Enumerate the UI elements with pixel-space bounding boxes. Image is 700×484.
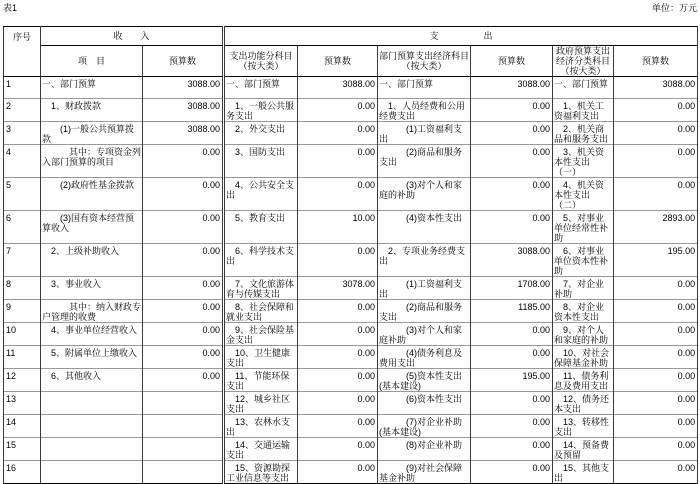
func-item-cell: 1、一般公共服务支出 [224, 99, 298, 122]
gov-budget-cell: 0.00 [614, 323, 698, 346]
func-budget-cell: 0.00 [298, 461, 378, 484]
func-budget-cell: 0.00 [298, 99, 378, 122]
gov-item-cell: 2、机关商品和服务支出 [553, 122, 614, 145]
income-budget-cell: 0.00 [143, 145, 224, 178]
func-item-cell: 10、卫生健康支出 [224, 346, 298, 369]
gov-budget-cell: 0.00 [614, 392, 698, 415]
income-budget-cell: 3088.00 [143, 99, 224, 122]
table-row [4, 99, 698, 122]
income-item-cell: (2)政府性基金拨款 [41, 178, 143, 211]
gov-budget-cell: 0.00 [614, 99, 698, 122]
header-func-budget: 预算数 [298, 46, 378, 77]
gov-item-cell: 10、对社会保障基金补助 [553, 346, 614, 369]
dept-item-cell: (3)对个人和家庭的补助 [378, 178, 471, 211]
gov-item-cell: 13、转移性支出 [553, 415, 614, 438]
income-item-cell: 5、附属单位上缴收入 [41, 346, 143, 369]
func-budget-cell: 0.00 [298, 244, 378, 277]
table-row [4, 145, 698, 178]
header-income-group: 收 入 [41, 27, 224, 46]
func-item-cell: 11、节能环保支出 [224, 369, 298, 392]
serial-cell: 15 [4, 438, 41, 461]
income-item-cell: 2、上级补助收入 [41, 244, 143, 277]
gov-item-cell: 一、部门预算 [553, 77, 614, 99]
income-item-cell [41, 392, 143, 415]
serial-cell: 2 [4, 99, 41, 122]
func-budget-cell: 3088.00 [298, 77, 378, 99]
income-budget-cell: 0.00 [143, 277, 224, 300]
income-budget-cell: 0.00 [143, 244, 224, 277]
dept-budget-cell: 0.00 [471, 461, 553, 484]
income-item-cell: 3、事业收入 [41, 277, 143, 300]
gov-item-cell: 14、预备费及预留 [553, 438, 614, 461]
income-item-cell: 6、其他收入 [41, 369, 143, 392]
budget-table [3, 26, 698, 484]
dept-item-cell: 1、人员经费和公用经费支出 [378, 99, 471, 122]
func-budget-cell: 0.00 [298, 392, 378, 415]
dept-item-cell: 2、专项业务经费支出 [378, 244, 471, 277]
header-income-item: 项 目 [41, 46, 143, 77]
gov-item-cell: 7、对企业补助 [553, 277, 614, 300]
dept-budget-cell: 0.00 [471, 122, 553, 145]
dept-item-cell: (4)债务利息及费用支出 [378, 346, 471, 369]
dept-item-cell: (1)工资福利支出 [378, 122, 471, 145]
income-budget-cell: 0.00 [143, 300, 224, 323]
dept-item-cell: (9)对社会保障基金补助 [378, 461, 471, 484]
func-item-cell: 4、公共安全支出 [224, 178, 298, 211]
table-row [4, 211, 698, 244]
table-row [4, 323, 698, 346]
func-item-cell: 9、社会保险基金支出 [224, 323, 298, 346]
func-budget-cell: 3078.00 [298, 277, 378, 300]
income-item-cell: (1)一般公共预算拨款 [41, 122, 143, 145]
income-budget-cell [143, 438, 224, 461]
dept-budget-cell: 0.00 [471, 346, 553, 369]
gov-budget-cell: 0.00 [614, 438, 698, 461]
gov-item-cell: 9、对个人和家庭的补助 [553, 323, 614, 346]
serial-cell: 11 [4, 346, 41, 369]
table-header [4, 27, 698, 77]
dept-item-cell: 一、部门预算 [378, 77, 471, 99]
serial-cell: 14 [4, 415, 41, 438]
serial-cell: 7 [4, 244, 41, 277]
serial-cell: 1 [4, 77, 41, 99]
func-item-cell: 一、部门预算 [224, 77, 298, 99]
gov-item-cell: 11、债务利息及费用支出 [553, 369, 614, 392]
func-budget-cell: 0.00 [298, 300, 378, 323]
table-number-label: 表1 [3, 3, 18, 13]
income-budget-cell [143, 415, 224, 438]
gov-item-cell: 3、机关资本性支出（一） [553, 145, 614, 178]
serial-cell: 8 [4, 277, 41, 300]
table-row [4, 392, 698, 415]
serial-cell: 4 [4, 145, 41, 178]
func-item-cell: 12、城乡社区支出 [224, 392, 298, 415]
func-item-cell: 7、文化旅游体育与传媒支出 [224, 277, 298, 300]
serial-cell: 10 [4, 323, 41, 346]
dept-budget-cell: 0.00 [471, 323, 553, 346]
income-budget-cell: 3088.00 [143, 77, 224, 99]
dept-item-cell: (7)对企业补助(基本建设) [378, 415, 471, 438]
income-item-cell [41, 461, 143, 484]
header-gov-col: 政府预算支出经济分类科目（按大类） [553, 46, 614, 77]
table-row [4, 300, 698, 323]
table-row [4, 77, 698, 99]
func-budget-cell: 0.00 [298, 122, 378, 145]
table-row [4, 244, 698, 277]
gov-budget-cell: 0.00 [614, 122, 698, 145]
dept-item-cell: (5)资本性支出(基本建设) [378, 369, 471, 392]
table-row [4, 277, 698, 300]
table-row [4, 346, 698, 369]
dept-budget-cell: 0.00 [471, 415, 553, 438]
dept-item-cell: (4)资本性支出 [378, 211, 471, 244]
func-item-cell: 2、外交支出 [224, 122, 298, 145]
table-row [4, 415, 698, 438]
serial-cell: 13 [4, 392, 41, 415]
func-budget-cell: 10.00 [298, 211, 378, 244]
func-budget-cell: 0.00 [298, 145, 378, 178]
header-func-col: 支出功能分科目（按大类） [224, 46, 298, 77]
dept-item-cell: (3)对个人和家庭补助 [378, 323, 471, 346]
dept-item-cell: (2)商品和服务支出 [378, 300, 471, 323]
func-budget-cell: 0.00 [298, 415, 378, 438]
table-row [4, 438, 698, 461]
dept-budget-cell: 0.00 [471, 211, 553, 244]
dept-item-cell: (6)资本性支出 [378, 392, 471, 415]
func-budget-cell: 0.00 [298, 178, 378, 211]
gov-budget-cell: 2893.00 [614, 211, 698, 244]
func-item-cell: 15、资源勘探工业信息等支出 [224, 461, 298, 484]
income-budget-cell: 0.00 [143, 369, 224, 392]
table-row [4, 178, 698, 211]
gov-budget-cell: 0.00 [614, 300, 698, 323]
gov-budget-cell: 0.00 [614, 369, 698, 392]
serial-cell: 16 [4, 461, 41, 484]
dept-budget-cell: 3088.00 [471, 77, 553, 99]
header-dept-budget: 预算数 [471, 46, 553, 77]
func-item-cell: 3、国防支出 [224, 145, 298, 178]
income-budget-cell: 0.00 [143, 346, 224, 369]
gov-item-cell: 8、对企业资本性支出 [553, 300, 614, 323]
gov-budget-cell: 0.00 [614, 178, 698, 211]
serial-cell: 12 [4, 369, 41, 392]
func-budget-cell: 0.00 [298, 346, 378, 369]
income-item-cell: 其中：专项资金列入部门预算的项目 [41, 145, 143, 178]
dept-item-cell: (1)工资福利支出 [378, 277, 471, 300]
func-item-cell: 14、交通运输支出 [224, 438, 298, 461]
func-item-cell: 6、科学技术支出 [224, 244, 298, 277]
dept-budget-cell: 0.00 [471, 438, 553, 461]
income-item-cell: 4、事业单位经营收入 [41, 323, 143, 346]
serial-cell: 5 [4, 178, 41, 211]
serial-cell: 6 [4, 211, 41, 244]
income-budget-cell [143, 461, 224, 484]
gov-budget-cell: 0.00 [614, 346, 698, 369]
gov-budget-cell: 0.00 [614, 145, 698, 178]
func-budget-cell: 0.00 [298, 369, 378, 392]
income-item-cell: 一、部门预算 [41, 77, 143, 99]
serial-cell: 9 [4, 300, 41, 323]
gov-item-cell: 4、机关资本性支出（二） [553, 178, 614, 211]
gov-item-cell: 6、对事业单位资本性补助 [553, 244, 614, 277]
func-budget-cell: 0.00 [298, 438, 378, 461]
header-serial: 序号 [4, 27, 41, 77]
dept-budget-cell: 0.00 [471, 178, 553, 211]
dept-budget-cell: 0.00 [471, 99, 553, 122]
income-budget-cell [143, 392, 224, 415]
income-item-cell [41, 415, 143, 438]
table-row [4, 461, 698, 484]
budget-table-body [4, 77, 698, 484]
header-gov-budget: 预算数 [614, 46, 698, 77]
unit-label: 单位：万元 [651, 3, 697, 13]
income-budget-cell: 0.00 [143, 211, 224, 244]
table-row [4, 369, 698, 392]
func-budget-cell: 0.00 [298, 323, 378, 346]
gov-item-cell: 12、债务还本支出 [553, 392, 614, 415]
dept-budget-cell: 0.00 [471, 145, 553, 178]
income-item-cell: (3)国有资本经营预算收入 [41, 211, 143, 244]
dept-item-cell: (8)对企业补助 [378, 438, 471, 461]
income-item-cell: 1、财政拨款 [41, 99, 143, 122]
gov-budget-cell: 195.00 [614, 244, 698, 277]
table-row [4, 122, 698, 145]
dept-item-cell: (2)商品和服务支出 [378, 145, 471, 178]
income-budget-cell: 0.00 [143, 323, 224, 346]
serial-cell: 3 [4, 122, 41, 145]
gov-item-cell: 5、对事业单位经常性补助 [553, 211, 614, 244]
dept-budget-cell: 0.00 [471, 392, 553, 415]
gov-budget-cell: 0.00 [614, 461, 698, 484]
income-item-cell [41, 438, 143, 461]
gov-budget-cell: 3088.00 [614, 77, 698, 99]
dept-budget-cell: 3088.00 [471, 244, 553, 277]
header-expense-group: 支 出 [224, 27, 698, 46]
dept-budget-cell: 1185.00 [471, 300, 553, 323]
dept-budget-cell: 1708.00 [471, 277, 553, 300]
gov-item-cell: 1、机关工资福利支出 [553, 99, 614, 122]
header-income-budget: 预算数 [143, 46, 224, 77]
dept-budget-cell: 195.00 [471, 369, 553, 392]
income-budget-cell: 0.00 [143, 178, 224, 211]
gov-budget-cell: 0.00 [614, 415, 698, 438]
header-dept-col: 部门预算支出经济科目（按大类） [378, 46, 471, 77]
income-budget-cell: 3088.00 [143, 122, 224, 145]
func-item-cell: 5、教育支出 [224, 211, 298, 244]
gov-item-cell: 15、其他支出 [553, 461, 614, 484]
gov-budget-cell: 0.00 [614, 277, 698, 300]
func-item-cell: 8、社会保障和就业支出 [224, 300, 298, 323]
func-item-cell: 13、农林水支出 [224, 415, 298, 438]
income-item-cell: 其中：纳入财政专户管理的收费 [41, 300, 143, 323]
